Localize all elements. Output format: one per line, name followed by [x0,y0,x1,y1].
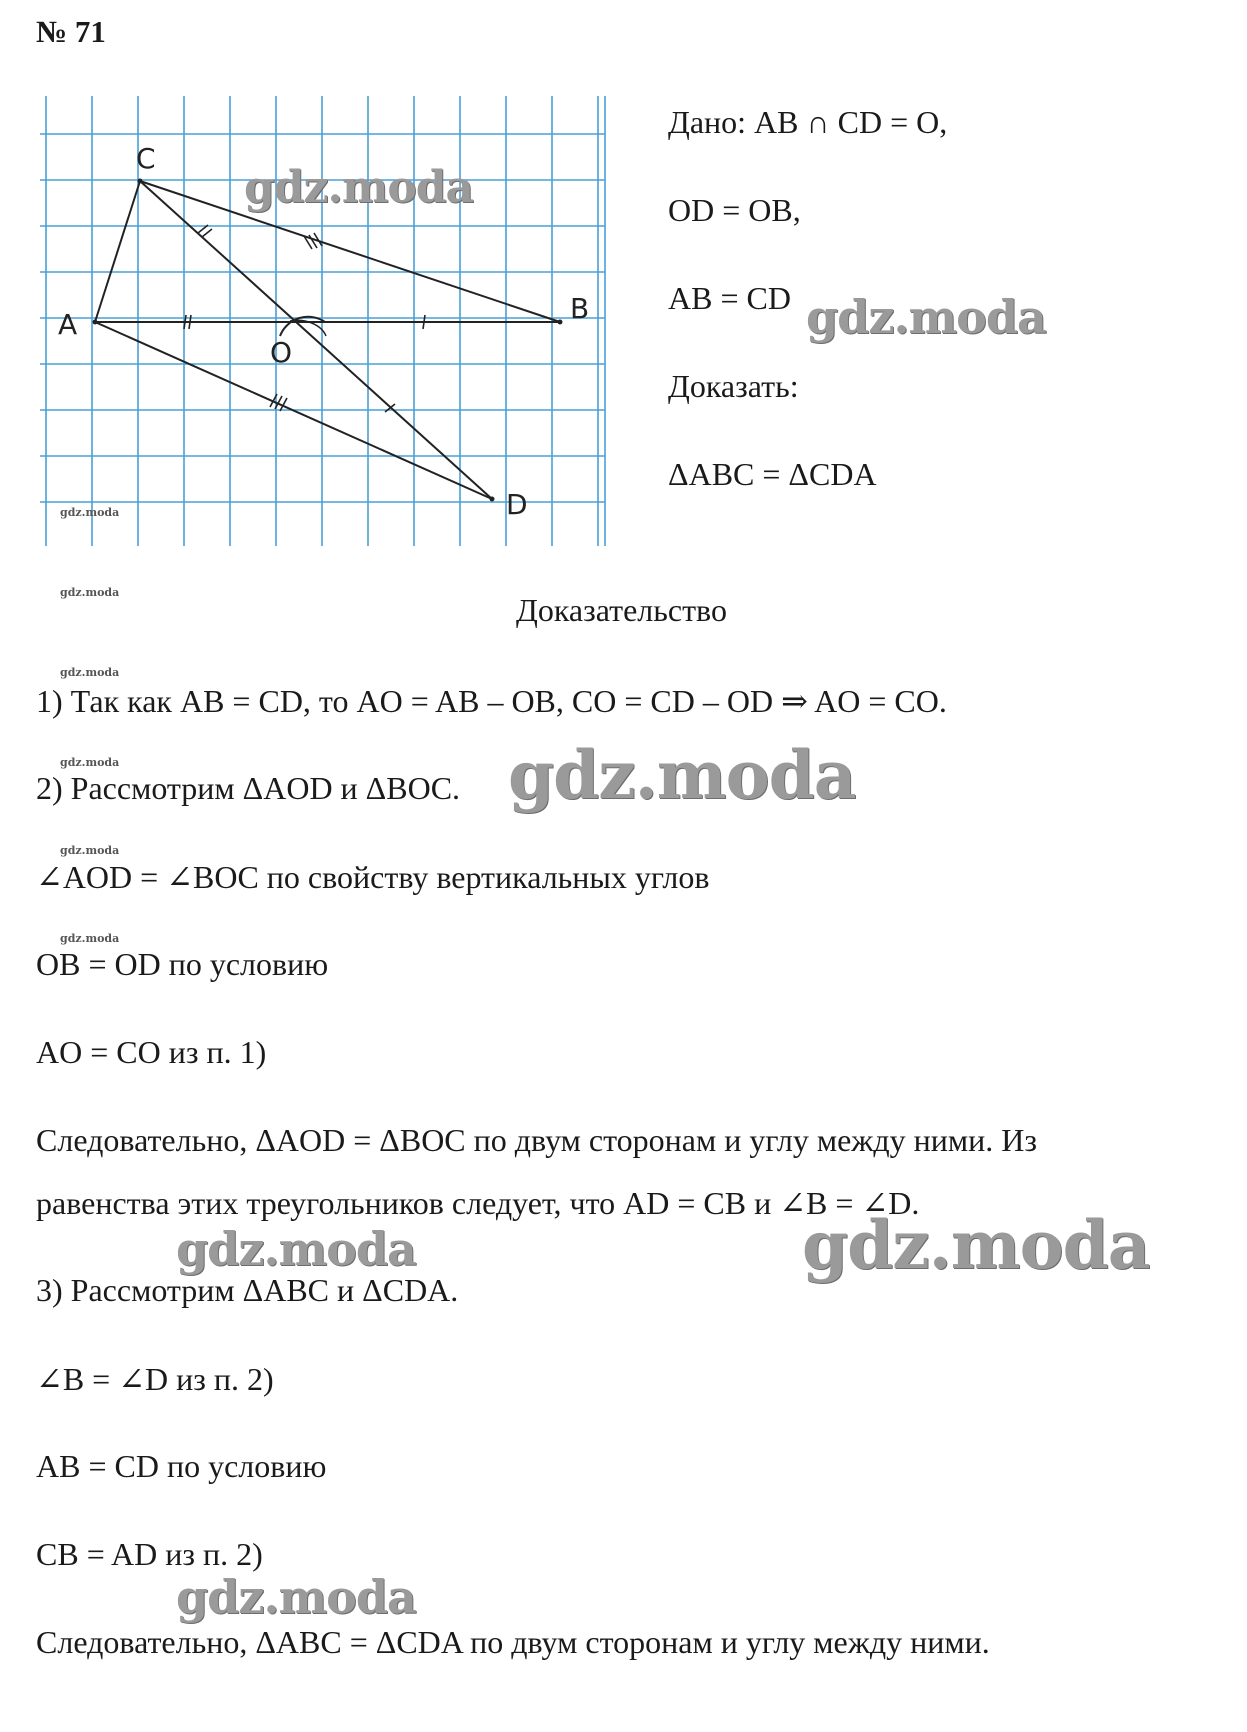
given-line-1: Дано: AB ∩ CD = O, [668,104,948,140]
label-c: C [136,142,156,175]
label-o: O [270,336,293,369]
proof-line: Следовательно, ΔAOD = ΔBOC по двум сторонам и углу между ними. Из [36,1122,1038,1158]
label-a: A [58,308,78,341]
watermark-logo: gdz.moda [244,162,474,213]
proof-line: 3) Рассмотрим ΔABC и ΔCDA. [36,1272,459,1308]
segment-cd [140,181,492,499]
given-line-3: AB = CD [668,280,791,316]
prove-statement: ΔABC = ΔCDA [668,456,877,492]
watermark-small: gdz.moda [60,586,120,599]
proof-line: ∠B = ∠D из п. 2) [36,1361,274,1397]
problem-number: № 71 [36,14,106,49]
segment-ac [95,181,140,322]
label-d: D [506,488,528,521]
proof-line: 2) Рассмотрим ΔAOD и ΔBOC. [36,770,461,806]
proof-heading: Доказательство [516,592,727,628]
given-line-2: OD = OB, [668,192,801,228]
watermark-small: gdz.moda [60,932,120,945]
proof-line: CB = AD из п. 2) [36,1536,263,1572]
proof-line: равенства этих треугольников следует, что AD = CB и ∠B = ∠D. [36,1185,920,1221]
proof-line: Следовательно, ΔABC = ΔCDA по двум сторонам и углу между ними. [36,1624,990,1660]
watermark-small: gdz.moda [60,506,120,519]
point-dots [93,179,563,502]
proof-line: 1) Так как AB = CD, то AO = AB – OB, CO = CD – OD ⇒ AO = CO. [36,683,947,719]
watermark-logo: gdz.moda [176,1222,416,1276]
watermark-small: gdz.moda [60,666,120,679]
proof-line: OB = OD по условию [36,946,329,982]
watermark-logo: gdz.moda [806,290,1046,344]
watermark-small: gdz.moda [60,844,120,857]
label-b: B [570,292,590,325]
prove-label: Доказать: [668,368,799,404]
proof-line: AO = CO из п. 1) [36,1034,267,1070]
proof-line: ∠AOD = ∠BOC по свойству вертикальных углов [36,859,710,895]
watermark-small: gdz.moda [60,756,120,769]
watermark-logo: gdz.moda [802,1206,1150,1284]
watermark-logo: gdz.moda [176,1570,416,1624]
watermark-logo: gdz.moda [508,736,856,814]
proof-line: AB = CD по условию [36,1448,327,1484]
